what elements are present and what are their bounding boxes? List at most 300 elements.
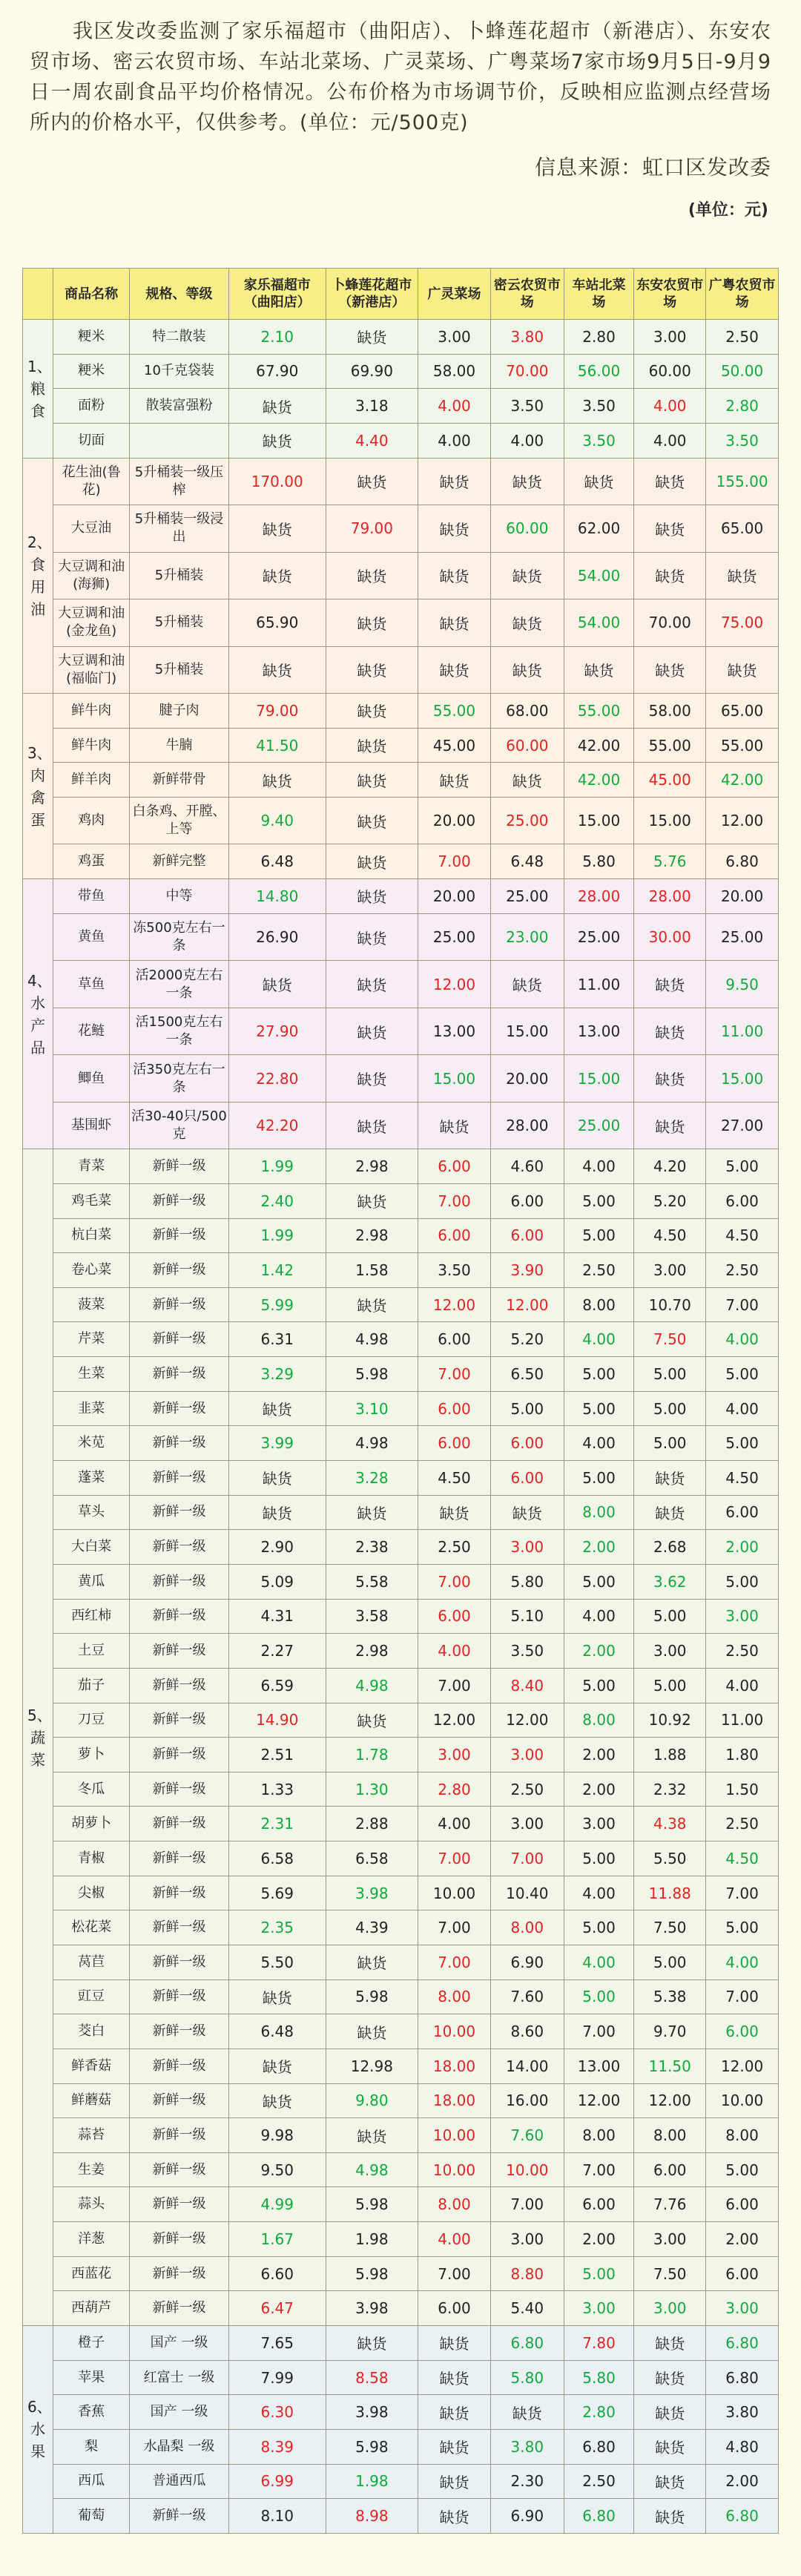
table-row xyxy=(23,1391,779,1426)
price-cell: 2.68 xyxy=(634,1530,706,1565)
price-cell: 缺货 xyxy=(418,599,491,647)
price-cell: 25.00 xyxy=(418,913,491,961)
item-spec-cell: 白条鸡、开膛、上等 xyxy=(130,797,229,844)
price-cell: 3.00 xyxy=(634,2291,706,2326)
price-cell: 缺货 xyxy=(326,879,418,914)
price-cell: 5.00 xyxy=(706,1426,779,1461)
item-spec-cell: 新鲜一级 xyxy=(130,1149,229,1184)
price-cell: 缺货 xyxy=(634,505,706,553)
price-cell: 5.00 xyxy=(706,2152,779,2187)
price-cell: 缺货 xyxy=(326,1183,418,1218)
price-cell: 3.00 xyxy=(634,2222,706,2257)
item-name-cell: 草头 xyxy=(53,1495,130,1530)
price-cell: 7.50 xyxy=(634,1322,706,1357)
price-cell: 4.60 xyxy=(490,1149,564,1184)
item-spec-cell: 新鲜一级 xyxy=(130,1876,229,1910)
item-spec-cell: 5升桶装一级压榨 xyxy=(130,458,229,505)
table-row xyxy=(23,1055,779,1103)
price-cell: 6.00 xyxy=(706,1183,779,1218)
price-cell: 6.58 xyxy=(228,1841,326,1876)
price-cell: 缺货 xyxy=(634,1008,706,1055)
table-row xyxy=(23,1979,779,2014)
price-cell: 3.98 xyxy=(326,2395,418,2430)
item-spec-cell: 国产 一级 xyxy=(130,2395,229,2430)
item-name-cell: 粳米 xyxy=(53,320,130,355)
price-cell: 2.50 xyxy=(706,1253,779,1288)
price-cell: 5.00 xyxy=(634,1426,706,1461)
item-spec-cell: 5升桶装 xyxy=(130,646,229,694)
item-spec-cell: 新鲜一级 xyxy=(130,1634,229,1669)
price-cell: 5.00 xyxy=(564,1357,634,1392)
price-cell: 5.69 xyxy=(228,1876,326,1910)
price-cell: 7.50 xyxy=(634,2256,706,2291)
price-cell: 18.00 xyxy=(418,2083,491,2118)
price-cell: 2.90 xyxy=(228,1530,326,1565)
price-cell: 1.33 xyxy=(228,1772,326,1807)
price-cell: 4.50 xyxy=(418,1461,491,1496)
price-cell: 8.00 xyxy=(564,1703,634,1738)
item-name-cell: 菠菜 xyxy=(53,1287,130,1322)
table-row xyxy=(23,1530,779,1565)
item-spec-cell: 新鲜一级 xyxy=(130,2256,229,2291)
price-cell: 缺货 xyxy=(228,961,326,1008)
price-cell: 6.00 xyxy=(418,1426,491,1461)
item-spec-cell: 5升桶装一级浸出 xyxy=(130,505,229,553)
price-cell: 2.98 xyxy=(326,1218,418,1253)
price-cell: 75.00 xyxy=(706,599,779,647)
price-cell: 2.38 xyxy=(326,1530,418,1565)
table-row xyxy=(23,1807,779,1841)
price-cell: 7.00 xyxy=(706,1876,779,1910)
item-name-cell: 大豆调和油(海狮) xyxy=(53,552,130,599)
price-cell: 3.00 xyxy=(490,1738,564,1772)
price-cell: 6.00 xyxy=(418,2291,491,2326)
item-name-cell: 大白菜 xyxy=(53,1530,130,1565)
item-name-cell: 洋葱 xyxy=(53,2222,130,2257)
price-cell: 7.00 xyxy=(418,1945,491,1980)
item-name-cell: 黄鱼 xyxy=(53,913,130,961)
item-spec-cell: 新鲜一级 xyxy=(130,2048,229,2083)
table-row xyxy=(23,1772,779,1807)
price-cell: 7.76 xyxy=(634,2187,706,2222)
price-cell: 3.18 xyxy=(326,389,418,424)
item-name-cell: 梨 xyxy=(53,2429,130,2464)
unit-label: (单位：元) xyxy=(688,201,768,220)
price-cell: 2.88 xyxy=(326,1807,418,1841)
price-cell: 3.00 xyxy=(634,1253,706,1288)
price-cell: 4.31 xyxy=(228,1599,326,1634)
item-name-cell: 青椒 xyxy=(53,1841,130,1876)
price-cell: 70.00 xyxy=(634,599,706,647)
price-cell: 缺货 xyxy=(326,1703,418,1738)
price-cell: 5.00 xyxy=(490,1391,564,1426)
price-cell: 79.00 xyxy=(326,505,418,553)
item-spec-cell: 水晶梨 一级 xyxy=(130,2429,229,2464)
price-cell: 3.00 xyxy=(634,1634,706,1669)
price-cell: 缺货 xyxy=(634,646,706,694)
price-cell: 缺货 xyxy=(326,552,418,599)
table-row xyxy=(23,354,779,389)
price-cell: 缺货 xyxy=(634,2499,706,2534)
item-name-cell: 豇豆 xyxy=(53,1979,130,2014)
item-spec-cell: 新鲜一级 xyxy=(130,1599,229,1634)
price-cell: 12.00 xyxy=(706,797,779,844)
price-cell: 4.50 xyxy=(706,1461,779,1496)
table-row xyxy=(23,1841,779,1876)
table-row xyxy=(23,646,779,694)
price-cell: 10.40 xyxy=(490,1876,564,1910)
table-row xyxy=(23,599,779,647)
price-cell: 缺货 xyxy=(634,1055,706,1103)
category-cell: 3、肉禽蛋 xyxy=(23,694,53,879)
item-spec-cell: 新鲜一级 xyxy=(130,1461,229,1496)
item-spec-cell: 活1500克左右一条 xyxy=(130,1008,229,1055)
price-cell: 7.60 xyxy=(490,1979,564,2014)
item-name-cell: 蒜头 xyxy=(53,2187,130,2222)
price-cell: 6.00 xyxy=(418,1391,491,1426)
price-cell: 2.00 xyxy=(706,2464,779,2499)
price-cell: 58.00 xyxy=(634,694,706,729)
table-row xyxy=(23,1634,779,1669)
price-cell: 5.80 xyxy=(564,2360,634,2395)
price-cell: 20.00 xyxy=(490,1055,564,1103)
price-cell: 6.00 xyxy=(634,2152,706,2187)
item-name-cell: 橙子 xyxy=(53,2326,130,2361)
price-cell: 3.62 xyxy=(634,1564,706,1599)
category-cell: 4、水产品 xyxy=(23,879,53,1149)
price-cell: 4.98 xyxy=(326,1322,418,1357)
price-cell: 缺货 xyxy=(634,1495,706,1530)
price-cell: 56.00 xyxy=(564,354,634,389)
price-cell: 1.50 xyxy=(706,1772,779,1807)
price-cell: 13.00 xyxy=(418,1008,491,1055)
price-cell: 10.00 xyxy=(418,1876,491,1910)
item-spec-cell: 新鲜一级 xyxy=(130,1738,229,1772)
price-cell: 25.00 xyxy=(564,913,634,961)
price-cell: 缺货 xyxy=(326,320,418,355)
price-cell: 3.58 xyxy=(326,1599,418,1634)
price-cell: 4.00 xyxy=(418,1807,491,1841)
price-cell: 18.00 xyxy=(418,2048,491,2083)
price-cell: 9.70 xyxy=(634,2014,706,2049)
item-spec-cell: 新鲜一级 xyxy=(130,1183,229,1218)
price-cell: 缺货 xyxy=(326,728,418,763)
price-cell: 缺货 xyxy=(634,1461,706,1496)
price-cell: 11.50 xyxy=(634,2048,706,2083)
item-name-cell: 胡萝卜 xyxy=(53,1807,130,1841)
price-cell: 缺货 xyxy=(634,961,706,1008)
price-cell: 3.80 xyxy=(706,2395,779,2430)
item-spec-cell: 新鲜一级 xyxy=(130,1564,229,1599)
price-cell: 缺货 xyxy=(326,1287,418,1322)
price-cell: 15.00 xyxy=(564,797,634,844)
price-cell: 缺货 xyxy=(490,961,564,1008)
price-cell: 缺货 xyxy=(706,646,779,694)
price-cell: 5.00 xyxy=(564,1668,634,1703)
price-cell: 9.80 xyxy=(326,2083,418,2118)
table-row xyxy=(23,2326,779,2361)
price-cell: 5.00 xyxy=(564,1841,634,1876)
price-cell: 50.00 xyxy=(706,354,779,389)
price-cell: 8.60 xyxy=(490,2014,564,2049)
item-spec-cell: 活2000克左右一条 xyxy=(130,961,229,1008)
table-row xyxy=(23,2499,779,2534)
table-row xyxy=(23,2048,779,2083)
price-cell: 8.00 xyxy=(706,2118,779,2153)
price-cell: 6.80 xyxy=(490,2326,564,2361)
price-cell: 8.00 xyxy=(564,1287,634,1322)
price-cell: 2.27 xyxy=(228,1634,326,1669)
item-name-cell: 鲜蘑菇 xyxy=(53,2083,130,2118)
item-name-cell: 刀豆 xyxy=(53,1703,130,1738)
item-spec-cell: 新鲜一级 xyxy=(130,1807,229,1841)
item-name-cell: 切面 xyxy=(53,423,130,458)
table-row xyxy=(23,2395,779,2430)
table-row xyxy=(23,797,779,844)
item-spec-cell: 10千克袋装 xyxy=(130,354,229,389)
price-cell: 4.00 xyxy=(634,423,706,458)
item-name-cell: 蓬菜 xyxy=(53,1461,130,1496)
price-cell: 65.00 xyxy=(706,505,779,553)
price-cell: 6.80 xyxy=(564,2499,634,2534)
item-spec-cell: 活30-40只/500克 xyxy=(130,1102,229,1149)
price-cell: 42.00 xyxy=(564,763,634,798)
price-cell: 4.00 xyxy=(706,1391,779,1426)
table-row xyxy=(23,505,779,553)
price-cell: 缺货 xyxy=(418,2429,491,2464)
price-cell: 23.00 xyxy=(490,913,564,961)
price-cell: 4.00 xyxy=(706,1945,779,1980)
price-cell: 2.80 xyxy=(564,320,634,355)
item-name-cell: 香蕉 xyxy=(53,2395,130,2430)
table-row xyxy=(23,2222,779,2257)
price-cell: 6.60 xyxy=(228,2256,326,2291)
price-cell: 3.00 xyxy=(490,2222,564,2257)
header-name: 商品名称 xyxy=(53,269,130,320)
price-cell: 缺货 xyxy=(228,1461,326,1496)
price-cell: 5.20 xyxy=(634,1183,706,1218)
price-cell: 2.00 xyxy=(564,1634,634,1669)
price-cell: 67.90 xyxy=(228,354,326,389)
price-cell: 缺货 xyxy=(634,2429,706,2464)
price-cell: 6.90 xyxy=(490,2499,564,2534)
price-cell: 1.99 xyxy=(228,1218,326,1253)
table-row xyxy=(23,1218,779,1253)
price-cell: 缺货 xyxy=(418,1102,491,1149)
price-cell: 3.99 xyxy=(228,1426,326,1461)
price-cell: 6.80 xyxy=(564,2429,634,2464)
table-body xyxy=(23,320,779,2534)
price-cell: 缺货 xyxy=(634,458,706,505)
item-name-cell: 茄子 xyxy=(53,1668,130,1703)
price-cell: 41.50 xyxy=(228,728,326,763)
item-name-cell: 草鱼 xyxy=(53,961,130,1008)
item-spec-cell: 新鲜一级 xyxy=(130,2083,229,2118)
price-cell: 缺货 xyxy=(418,505,491,553)
price-cell: 10.00 xyxy=(418,2118,491,2153)
price-cell: 3.50 xyxy=(490,1634,564,1669)
item-name-cell: 鲜香菇 xyxy=(53,2048,130,2083)
price-cell: 4.00 xyxy=(418,1634,491,1669)
price-cell: 42.00 xyxy=(564,728,634,763)
table-row xyxy=(23,1495,779,1530)
table-row xyxy=(23,879,779,914)
price-cell: 7.00 xyxy=(490,2187,564,2222)
price-cell: 6.48 xyxy=(490,844,564,879)
table-row xyxy=(23,728,779,763)
price-cell: 15.00 xyxy=(706,1055,779,1103)
price-cell: 4.00 xyxy=(564,1599,634,1634)
price-cell: 27.00 xyxy=(706,1102,779,1149)
price-cell: 3.80 xyxy=(490,2429,564,2464)
price-cell: 2.00 xyxy=(706,2222,779,2257)
price-cell: 2.50 xyxy=(564,2464,634,2499)
price-cell: 4.40 xyxy=(326,423,418,458)
item-name-cell: 鸡毛菜 xyxy=(53,1183,130,1218)
price-cell: 4.98 xyxy=(326,2152,418,2187)
table-row xyxy=(23,1149,779,1184)
item-name-cell: 大豆油 xyxy=(53,505,130,553)
price-cell: 20.00 xyxy=(418,879,491,914)
price-cell: 7.65 xyxy=(228,2326,326,2361)
price-cell: 9.50 xyxy=(228,2152,326,2187)
item-name-cell: 莴苣 xyxy=(53,1945,130,1980)
table-row xyxy=(23,1461,779,1496)
item-name-cell: 鸡肉 xyxy=(53,797,130,844)
price-cell: 11.00 xyxy=(706,1008,779,1055)
price-cell: 3.00 xyxy=(634,320,706,355)
price-cell: 1.99 xyxy=(228,1149,326,1184)
price-cell: 5.00 xyxy=(634,1668,706,1703)
price-cell: 55.00 xyxy=(706,728,779,763)
price-cell: 170.00 xyxy=(228,458,326,505)
item-name-cell: 葡萄 xyxy=(53,2499,130,2534)
item-name-cell: 芹菜 xyxy=(53,1322,130,1357)
table-row xyxy=(23,2464,779,2499)
price-cell: 12.00 xyxy=(490,1287,564,1322)
price-cell: 缺货 xyxy=(326,2326,418,2361)
price-cell: 缺货 xyxy=(418,1495,491,1530)
category-cell: 5、蔬菜 xyxy=(23,1149,53,2326)
header-index xyxy=(23,269,53,320)
table-row xyxy=(23,2187,779,2222)
item-name-cell: 面粉 xyxy=(53,389,130,424)
price-cell: 1.98 xyxy=(326,2222,418,2257)
price-cell: 4.20 xyxy=(634,1149,706,1184)
table-row xyxy=(23,2152,779,2187)
price-cell: 6.48 xyxy=(228,844,326,879)
header-guangyue: 广粤农贸市场 xyxy=(706,269,779,320)
price-cell: 7.00 xyxy=(418,1183,491,1218)
item-spec-cell: 新鲜一级 xyxy=(130,1979,229,2014)
price-cell: 2.50 xyxy=(706,320,779,355)
price-cell: 55.00 xyxy=(564,694,634,729)
item-spec-cell: 新鲜一级 xyxy=(130,2187,229,2222)
price-cell: 5.99 xyxy=(228,1287,326,1322)
price-cell: 7.50 xyxy=(634,1910,706,1945)
price-cell: 5.98 xyxy=(326,2187,418,2222)
price-cell: 5.50 xyxy=(634,1841,706,1876)
header-spec: 规格、等级 xyxy=(130,269,229,320)
item-spec-cell: 新鲜一级 xyxy=(130,1357,229,1392)
price-cell: 65.90 xyxy=(228,599,326,647)
price-cell: 缺货 xyxy=(326,458,418,505)
price-cell: 缺货 xyxy=(228,646,326,694)
price-cell: 6.80 xyxy=(706,844,779,879)
price-cell: 12.00 xyxy=(418,961,491,1008)
price-cell: 60.00 xyxy=(490,505,564,553)
price-cell: 缺货 xyxy=(418,646,491,694)
price-cell: 5.00 xyxy=(706,1357,779,1392)
price-cell: 缺货 xyxy=(418,763,491,798)
price-cell: 58.00 xyxy=(418,354,491,389)
price-cell: 缺货 xyxy=(326,1008,418,1055)
price-cell: 缺货 xyxy=(634,2464,706,2499)
price-cell: 缺货 xyxy=(706,552,779,599)
item-spec-cell: 新鲜一级 xyxy=(130,2014,229,2049)
price-cell: 7.00 xyxy=(418,1564,491,1599)
price-cell: 1.88 xyxy=(634,1738,706,1772)
table-row xyxy=(23,1910,779,1945)
price-cell: 62.00 xyxy=(564,505,634,553)
item-name-cell: 土豆 xyxy=(53,1634,130,1669)
item-name-cell: 韭菜 xyxy=(53,1391,130,1426)
price-cell: 3.00 xyxy=(706,2291,779,2326)
price-table xyxy=(22,268,779,2534)
item-spec-cell: 新鲜一级 xyxy=(130,1426,229,1461)
price-cell: 7.00 xyxy=(564,2014,634,2049)
price-cell: 7.60 xyxy=(490,2118,564,2153)
price-cell: 8.98 xyxy=(326,2499,418,2534)
price-cell: 缺货 xyxy=(326,913,418,961)
price-cell: 6.00 xyxy=(418,1218,491,1253)
item-spec-cell: 红富士 一级 xyxy=(130,2360,229,2395)
price-cell: 60.00 xyxy=(490,728,564,763)
price-cell: 2.00 xyxy=(564,1530,634,1565)
price-cell: 45.00 xyxy=(418,728,491,763)
price-cell: 缺货 xyxy=(418,2360,491,2395)
price-cell: 5.00 xyxy=(564,1910,634,1945)
item-spec-cell: 牛腩 xyxy=(130,728,229,763)
price-cell: 55.00 xyxy=(418,694,491,729)
price-cell: 12.98 xyxy=(326,2048,418,2083)
price-cell: 4.00 xyxy=(564,1876,634,1910)
price-cell: 7.00 xyxy=(706,1979,779,2014)
price-cell: 4.98 xyxy=(326,1426,418,1461)
price-cell: 7.00 xyxy=(490,1841,564,1876)
item-spec-cell: 新鲜一级 xyxy=(130,1772,229,1807)
price-cell: 6.80 xyxy=(706,2326,779,2361)
price-cell: 2.50 xyxy=(706,1807,779,1841)
price-cell: 8.80 xyxy=(490,2256,564,2291)
price-cell: 155.00 xyxy=(706,458,779,505)
price-cell: 2.00 xyxy=(564,1738,634,1772)
price-cell: 8.39 xyxy=(228,2429,326,2464)
item-name-cell: 花生油(鲁花) xyxy=(53,458,130,505)
price-cell: 6.00 xyxy=(418,1599,491,1634)
price-cell: 3.50 xyxy=(564,389,634,424)
table-row xyxy=(23,844,779,879)
price-cell: 2.98 xyxy=(326,1149,418,1184)
table-row xyxy=(23,763,779,798)
price-cell: 28.00 xyxy=(490,1102,564,1149)
table-row xyxy=(23,1703,779,1738)
price-cell: 7.00 xyxy=(564,2152,634,2187)
price-cell: 5.00 xyxy=(564,2256,634,2291)
price-cell: 3.80 xyxy=(490,320,564,355)
price-cell: 6.99 xyxy=(228,2464,326,2499)
price-cell: 12.00 xyxy=(564,2083,634,2118)
